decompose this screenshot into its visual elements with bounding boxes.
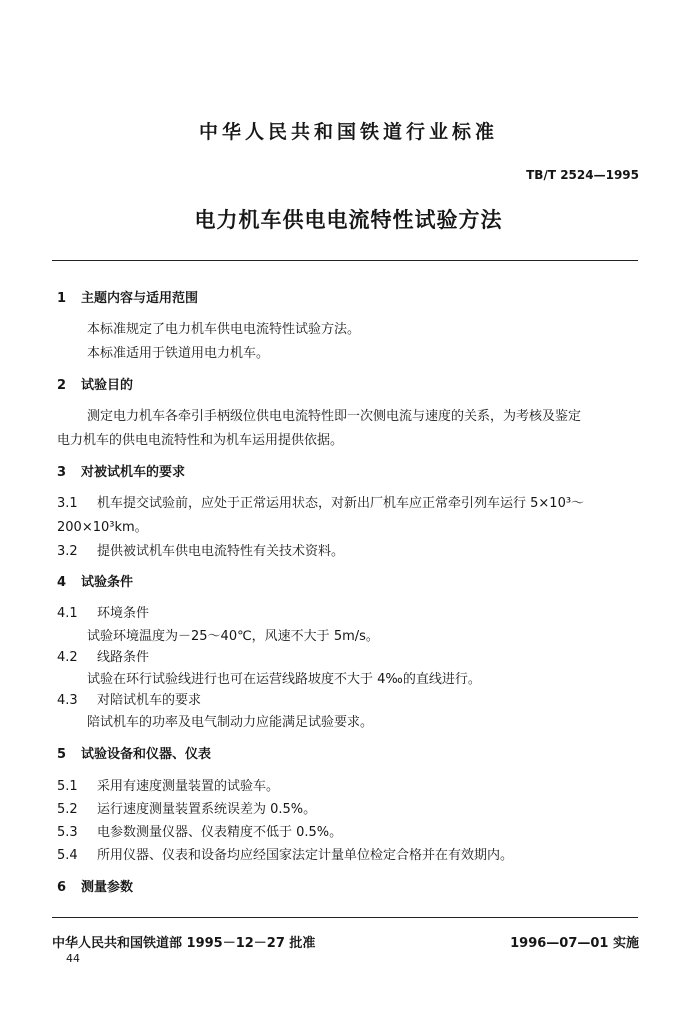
section-5-heading xyxy=(57,743,211,762)
clause-number: 4.1 xyxy=(57,606,78,621)
section-title: 测量参数 xyxy=(81,880,134,895)
implementation-date: 1996—07—01 实施 xyxy=(510,936,639,951)
clause-number: 4.3 xyxy=(57,693,78,708)
paragraph-line: 电力机车的供电电流特性和为机车运用提供依据。 xyxy=(57,433,344,448)
clause-number: 3.2 xyxy=(57,544,78,559)
clause-4-1 xyxy=(57,602,149,621)
section-number: 3 xyxy=(57,465,67,480)
clause-continuation: 200×10³km。 xyxy=(57,520,148,535)
clause-3-2 xyxy=(57,540,344,559)
footer-rule xyxy=(52,917,638,918)
section-1-heading xyxy=(57,287,198,306)
section-number: 2 xyxy=(57,378,67,393)
standard-code: TB/T 2524—1995 xyxy=(526,168,639,182)
clause-text: 所用仪器、仪表和设备均应经国家法定计量单位检定合格并在有效期内。 xyxy=(97,848,514,863)
approval-note: 中华人民共和国铁道部 1995－12－27 批准 xyxy=(52,936,316,951)
section-title: 试验条件 xyxy=(81,575,134,590)
clause-4-3 xyxy=(57,689,201,708)
clause-5-2 xyxy=(57,798,316,817)
top-rule xyxy=(52,260,638,261)
section-number: 4 xyxy=(57,575,67,590)
section-6-heading xyxy=(57,876,133,895)
clause-title: 线路条件 xyxy=(97,650,150,665)
paragraph: 本标准规定了电力机车供电电流特性试验方法。 xyxy=(87,322,361,337)
clause-text: 试验在环行试验线进行也可在运营线路坡度不大于 4‰的直线进行。 xyxy=(87,672,481,687)
clause-number: 4.2 xyxy=(57,650,78,665)
section-title: 试验设备和仪器、仪表 xyxy=(81,747,212,762)
clause-text: 运行速度测量装置系统误差为 0.5%。 xyxy=(97,802,317,817)
document-title: 电力机车供电电流特性试验方法 xyxy=(194,208,503,232)
section-number: 5 xyxy=(57,747,67,762)
clause-number: 5.1 xyxy=(57,779,78,794)
clause-text: 试验环境温度为－25～40℃，风速不大于 5m/s。 xyxy=(87,629,379,644)
clause-number: 3.1 xyxy=(57,496,78,511)
section-title: 对被试机车的要求 xyxy=(81,465,186,480)
clause-text: 机车提交试验前，应处于正常运用状态，对新出厂机车应正常牵引列车运行 5×10³～ xyxy=(97,496,585,511)
clause-number: 5.4 xyxy=(57,848,78,863)
clause-5-1 xyxy=(57,775,279,794)
section-number: 1 xyxy=(57,291,67,306)
clause-number: 5.3 xyxy=(57,825,78,840)
section-title: 试验目的 xyxy=(81,378,134,393)
paragraph: 本标准适用于铁道用电力机车。 xyxy=(87,346,270,361)
clause-text: 陪试机车的功率及电气制动力应能满足试验要求。 xyxy=(87,715,374,730)
clause-number: 5.2 xyxy=(57,802,78,817)
clause-text: 电参数测量仪器、仪表精度不低于 0.5%。 xyxy=(97,825,343,840)
section-3-heading xyxy=(57,461,185,480)
section-title: 主题内容与适用范围 xyxy=(81,291,199,306)
clause-5-4 xyxy=(57,844,513,863)
clause-3-1 xyxy=(57,492,584,511)
clause-5-3 xyxy=(57,821,342,840)
clause-title: 环境条件 xyxy=(97,606,150,621)
clause-text: 采用有速度测量装置的试验车。 xyxy=(97,779,280,794)
clause-text: 提供被试机车供电电流特性有关技术资料。 xyxy=(97,544,345,559)
clause-4-2 xyxy=(57,646,149,665)
page-number: 44 xyxy=(66,952,80,965)
paragraph-line: 测定电力机车各牵引手柄级位供电电流特性即一次侧电流与速度的关系，为考核及鉴定 xyxy=(87,409,582,424)
issuing-body-header: 中华人民共和国铁道行业标准 xyxy=(198,121,498,143)
section-4-heading xyxy=(57,571,133,590)
clause-title: 对陪试机车的要求 xyxy=(97,693,202,708)
section-2-heading xyxy=(57,374,133,393)
section-number: 6 xyxy=(57,880,67,895)
